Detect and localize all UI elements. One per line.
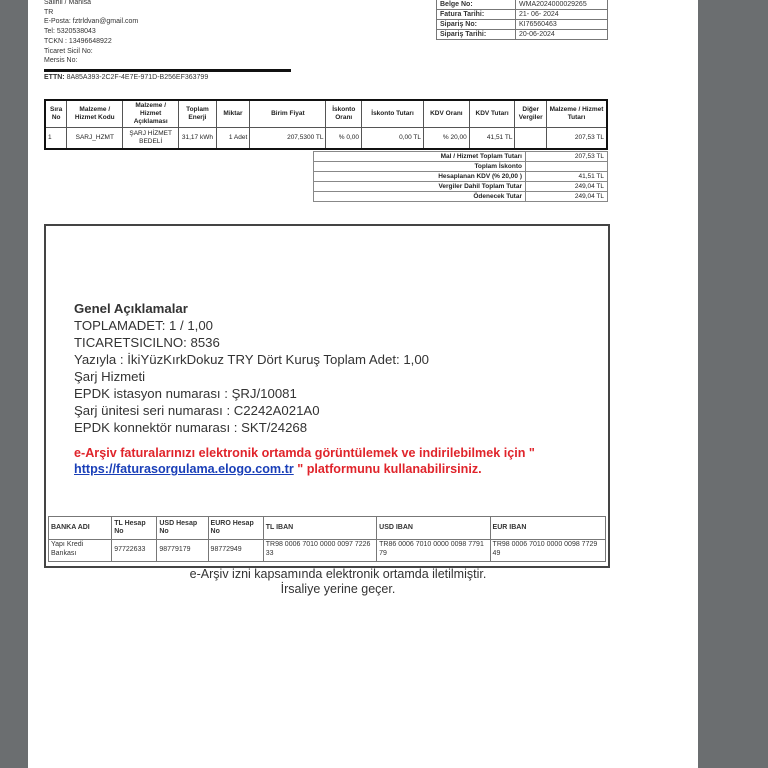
cell: 97722633 — [112, 540, 157, 562]
col-header: Malzeme / Hizmet Kodu — [67, 100, 123, 128]
cell: 1 — [45, 128, 67, 150]
col-header: USD Hesap No — [157, 517, 208, 540]
col-header: EUR IBAN — [490, 517, 605, 540]
seller-line: TR — [44, 8, 54, 16]
col-header: TL Hesap No — [112, 517, 157, 540]
seller-line: TCKN : 13496648922 — [44, 37, 112, 45]
cell — [515, 128, 547, 150]
note-line: EPDK konnektör numarası : SKT/24268 — [74, 420, 308, 435]
meta-key: Belge No: — [437, 0, 516, 10]
seller-line: Salihli / Manisa — [44, 0, 92, 6]
totals-row — [314, 192, 608, 202]
col-header: KDV Tutarı — [469, 100, 515, 128]
meta-key: Sipariş Tarihi: — [437, 30, 516, 40]
seller-line: Mersis No: — [44, 57, 78, 65]
totals-value: 41,51 TL — [526, 172, 608, 182]
footer-line-1: e-Arşiv izni kapsamında elektronik ortamda iletilmiştir. — [189, 567, 487, 581]
totals-table — [313, 151, 608, 202]
cell: 98772949 — [208, 540, 263, 562]
earsiv-notice — [74, 445, 535, 477]
seller-line: Ticaret Sicil No: — [44, 47, 93, 55]
col-header: Sıra No — [45, 100, 67, 128]
footer-line-2: İrsaliye yerine geçer. — [280, 582, 396, 596]
col-header: BANKA ADI — [49, 517, 112, 540]
seller-divider — [44, 69, 291, 72]
notes-box — [44, 224, 610, 568]
cell: TR86 0006 7010 0000 0098 7791 79 — [377, 540, 490, 562]
invoice-page — [28, 0, 698, 768]
note-line: EPDK istasyon numarası : ŞRJ/10081 — [74, 386, 297, 401]
totals-value: 207,53 TL — [526, 152, 608, 162]
note-line: Şarj Hizmeti — [74, 369, 146, 384]
meta-row — [437, 20, 608, 30]
cell: TR98 0006 7010 0000 0097 7226 33 — [263, 540, 376, 562]
meta-value: 20-06-2024 — [516, 30, 608, 40]
items-table — [44, 99, 608, 150]
totals-row — [314, 162, 608, 172]
cell: ŞARJ HİZMET BEDELİ — [123, 128, 179, 150]
totals-row — [314, 172, 608, 182]
col-header: Diğer Vergiler — [515, 100, 547, 128]
cell: TR98 0006 7010 0000 0098 7729 49 — [490, 540, 605, 562]
footer-note — [28, 567, 648, 597]
note-line: Şarj ünitesi seri numarası : C2242A021A0 — [74, 403, 320, 418]
seller-info — [44, 0, 294, 66]
col-header: İskonto Oranı — [326, 100, 362, 128]
col-header: EURO Hesap No — [208, 517, 263, 540]
notes-heading: Genel Açıklamalar — [74, 301, 188, 316]
col-header: Malzeme / Hizmet Açıklaması — [123, 100, 179, 128]
col-header: Malzeme / Hizmet Tutarı — [546, 100, 607, 128]
totals-key: Toplam İskonto — [314, 162, 526, 172]
bank-table — [48, 516, 606, 562]
col-header: USD IBAN — [377, 517, 490, 540]
earsiv-link[interactable]: https://faturasorgulama.elogo.com.tr — [74, 462, 294, 476]
note-line: TICARETSICILNO: 8536 — [74, 335, 220, 350]
meta-value: KI76560463 — [516, 20, 608, 30]
ettn-value: 8A85A393-2C2F-4E7E-971D-B256EF363799 — [66, 74, 209, 81]
ettn-label: ETTN: — [44, 74, 65, 81]
meta-row — [437, 10, 608, 20]
general-notes — [74, 300, 429, 436]
cell: 207,53 TL — [546, 128, 607, 150]
col-header: Miktar — [216, 100, 250, 128]
totals-row — [314, 152, 608, 162]
totals-value: 249,04 TL — [526, 182, 608, 192]
cell: 0,00 TL — [362, 128, 424, 150]
col-header: Toplam Enerji — [179, 100, 217, 128]
note-line: TOPLAMADET: 1 / 1,00 — [74, 318, 214, 333]
seller-line: E-Posta: fztrldvan@gmail.com — [44, 18, 139, 26]
ettn — [44, 74, 208, 81]
totals-key: Ödenecek Tutar — [314, 192, 526, 202]
meta-value: 21- 06- 2024 — [516, 10, 608, 20]
table-row — [49, 540, 606, 562]
totals-value — [526, 162, 608, 172]
cell: 31,17 kWh — [179, 128, 217, 150]
col-header: KDV Oranı — [424, 100, 470, 128]
meta-key: Sipariş No: — [437, 20, 516, 30]
cell: 98779179 — [157, 540, 208, 562]
cell: SARJ_HZMT — [67, 128, 123, 150]
totals-row — [314, 182, 608, 192]
note-line: Yazıyla : İkiYüzKırkDokuz TRY Dört Kuruş Toplam Adet: 1,00 — [74, 352, 430, 367]
meta-row — [437, 30, 608, 40]
invoice-meta-table — [436, 0, 608, 40]
col-header: İskonto Tutarı — [362, 100, 424, 128]
earsiv-line-1: e-Arşiv faturalarınızı elektronik ortamda görüntülemek ve indirilebilmek için " — [74, 446, 535, 460]
bank-header-row — [49, 517, 606, 540]
totals-key: Mal / Hizmet Toplam Tutarı — [314, 152, 526, 162]
earsiv-suffix: " platformunu kullanabilirsiniz. — [293, 462, 482, 476]
cell: 1 Adet — [216, 128, 250, 150]
totals-value: 249,04 TL — [526, 192, 608, 202]
seller-line: Tel: 5320538043 — [44, 28, 96, 36]
meta-key: Fatura Tarihi: — [437, 10, 516, 20]
cell: % 0,00 — [326, 128, 362, 150]
col-header: TL IBAN — [263, 517, 376, 540]
meta-row — [437, 0, 608, 10]
totals-key: Vergiler Dahil Toplam Tutar — [314, 182, 526, 192]
cell: 207,5300 TL — [250, 128, 326, 150]
totals-key: Hesaplanan KDV (% 20,00 ) — [314, 172, 526, 182]
cell: 41,51 TL — [469, 128, 515, 150]
items-header-row — [45, 100, 607, 128]
earsiv-line-2 — [74, 461, 535, 477]
cell: % 20,00 — [424, 128, 470, 150]
col-header: Birim Fiyat — [250, 100, 326, 128]
table-row — [45, 128, 607, 150]
meta-value: WMA2024000029265 — [516, 0, 608, 10]
cell: Yapı Kredi Bankası — [49, 540, 112, 562]
